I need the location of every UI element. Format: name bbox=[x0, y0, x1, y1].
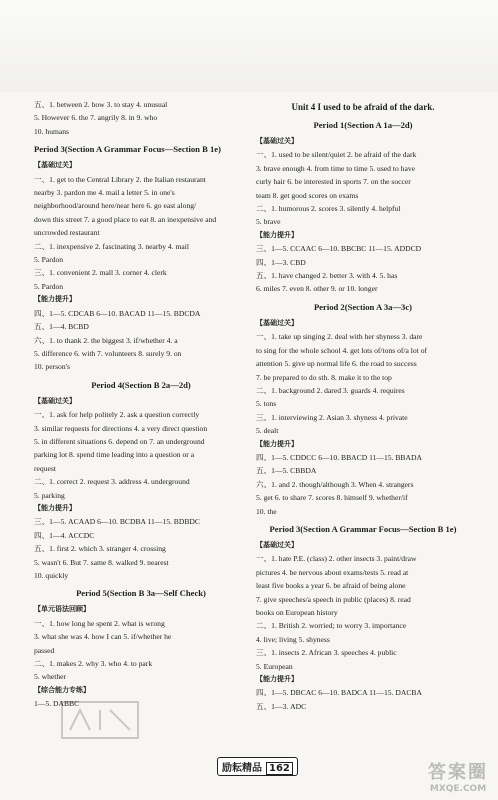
period1-title: Period 1(Section A 1a—2d) bbox=[313, 120, 413, 130]
answer-line: 二、1. British 2. worried; to worry 3. importance bbox=[256, 621, 407, 631]
intro-answers bbox=[34, 98, 248, 138]
answer-line: 一、1. take up singing 2. deal with her shyness 3. dare bbox=[256, 332, 423, 342]
answer-line: books on European history bbox=[256, 608, 338, 617]
answer-line: 3. similar requests for directions 4. a very direct question bbox=[34, 423, 208, 433]
answer-line: team 8. get good scores on exams bbox=[256, 190, 359, 200]
section-tag: 【能力提升】 bbox=[256, 230, 298, 239]
answer-line: 四、1—5. DBCAC 6—10. BADCA 11—15. DACBA bbox=[256, 688, 422, 698]
period3-title-left: Period 3(Section A Grammar Focus—Section B 1e) bbox=[34, 144, 221, 155]
section-tag: 【能力提升】 bbox=[34, 295, 76, 304]
answer-line: 10. the bbox=[256, 506, 277, 516]
unit-title: Unit 4 I used to be afraid of the dark. bbox=[291, 102, 435, 112]
answer-line: passed bbox=[34, 645, 55, 655]
period5-answers bbox=[34, 603, 248, 710]
period3-answers bbox=[34, 159, 248, 374]
period1-answers bbox=[256, 135, 470, 296]
answer-line: 5. brave bbox=[256, 217, 281, 227]
section-tag: 【单元语法回顾】 bbox=[34, 605, 90, 614]
period2-answers bbox=[256, 317, 470, 518]
answer-line: 5. dealt bbox=[256, 426, 279, 436]
section-tag: 【基础过关】 bbox=[256, 318, 298, 327]
answer-line: 三、1. interviewing 2. Asian 3. shyness 4. private bbox=[256, 412, 408, 422]
answer-line: 5. whether bbox=[34, 672, 67, 682]
answer-line: 一、1. ask for help politely 2. ask a question correctly bbox=[34, 410, 200, 420]
page-top-margin bbox=[0, 0, 498, 92]
answer-line: 二、1. makes 2. why 3. who 4. to park bbox=[34, 659, 153, 669]
answer-line: 五、1—3. ADC bbox=[256, 701, 307, 711]
answer-line: 10. humans bbox=[34, 126, 70, 136]
answer-line: 三、1. convenient 2. mall 3. corner 4. clerk bbox=[34, 268, 167, 278]
answer-line: least five books a year 6. be afraid of being alone bbox=[256, 581, 406, 591]
period4-answers bbox=[34, 395, 248, 583]
section-tag: 【基础过关】 bbox=[256, 137, 298, 145]
answer-line: 5. Pardon bbox=[34, 281, 64, 291]
period5-title: Period 5(Section B 3a—Self Check) bbox=[76, 588, 206, 599]
answer-line: 1—5. DABBC bbox=[34, 699, 80, 709]
section-tag: 【综合能力专练】 bbox=[34, 685, 90, 694]
answer-line: 6. miles 7. even 8. other 9. or 10. longer bbox=[256, 284, 378, 294]
answer-line: 三、1—5. ACAAD 6—10. BCDBA 11—15. BDBDC bbox=[34, 517, 200, 527]
section-tag: 【能力提升】 bbox=[256, 675, 298, 684]
answer-line: 5. difference 6. with 7. volunteers 8. surely 9. on bbox=[34, 348, 182, 358]
answer-line: 一、1. get to the Central Library 2. the Italian restaurant bbox=[34, 174, 206, 184]
page-number: 162 bbox=[266, 762, 293, 775]
answer-line: 四、1—4. ACCDC bbox=[34, 530, 95, 540]
watermark-text: 答案圈 bbox=[428, 762, 488, 783]
answer-line: to sing for the whole school 4. get lots of/tons of/a lot of bbox=[256, 345, 428, 355]
answer-line: 五、1. have changed 2. better 3. with 4. 5. has bbox=[256, 271, 398, 281]
left-column bbox=[34, 98, 248, 711]
answer-line: 5. get 6. to share 7. scores 8. himself 9. whether/if bbox=[256, 493, 408, 503]
answer-line: attention 5. give up normal life 6. the road to success bbox=[256, 359, 417, 369]
answer-line: 一、1. how long he spent 2. what is wrong bbox=[34, 618, 165, 628]
answer-line: 一、1. hate P.E. (class) 2. other insects 3. paint/draw bbox=[256, 554, 417, 564]
answer-line: parking lot 8. spend time leading into a question or a bbox=[34, 450, 195, 460]
answer-line: 五、1. first 2. which 3. stranger 4. crossing bbox=[34, 544, 166, 554]
period3-answers-right bbox=[256, 539, 470, 713]
right-column bbox=[256, 98, 470, 713]
period3-title-right: Period 3(Section A Grammar Focus—Section B 1e) bbox=[269, 523, 457, 534]
answer-line: 5. parking bbox=[34, 490, 65, 500]
answer-line: 四、1—5. CDCAB 6—10. BACAD 11—15. BDCDA bbox=[34, 308, 201, 318]
answer-line: 六、1. to thank 2. the biggest 3. if/whether 4. a bbox=[34, 335, 178, 345]
answer-line: 六、1. and 2. though/although 3. When 4. strangers bbox=[256, 479, 414, 489]
answer-line: pictures 4. be nervous about exams/tests 5. read at bbox=[256, 567, 409, 577]
answer-line: 4. live; living 5. shyness bbox=[256, 634, 330, 644]
answer-line: 10. person's bbox=[34, 362, 70, 372]
answer-line: 5. Pardon bbox=[34, 255, 64, 265]
section-tag: 【基础过关】 bbox=[34, 161, 76, 170]
answer-line: curly hair 6. be interested in sports 7. on the soccer bbox=[256, 177, 411, 187]
answer-line: 7. give speeches/a speech in public (places) 8. read bbox=[256, 594, 411, 604]
watermark bbox=[428, 758, 488, 794]
answer-line: 三、1—5. CCAAC 6—10. BBCBC 11—15. ADDCD bbox=[256, 244, 422, 254]
answer-line: neighborhood/around here/near here 6. go east along/ bbox=[34, 201, 197, 211]
period4-title: Period 4(Section B 2a—2d) bbox=[91, 379, 191, 390]
section-tag: 【基础过关】 bbox=[34, 396, 76, 405]
answer-line: 一、1. used to be silent/quiet 2. be afraid of the dark bbox=[256, 150, 417, 160]
page-footer bbox=[217, 757, 298, 776]
answer-line: 四、1—3. CBD bbox=[256, 257, 306, 267]
answer-line: 二、1. correct 2. request 3. address 4. underground bbox=[34, 477, 190, 487]
stamp-mark bbox=[60, 700, 140, 740]
answer-line: 5. tons bbox=[256, 399, 277, 409]
watermark-url: MXQE.COM bbox=[429, 784, 487, 794]
period2-title: Period 2(Section A 3a—3c) bbox=[313, 301, 413, 312]
answer-line: 三、1. insects 2. African 3. speeches 4. public bbox=[256, 648, 397, 658]
answer-line: 二、1. background 2. dared 3. guards 4. requires bbox=[256, 385, 405, 395]
answer-line: 3. what she was 4. how I can 5. if/whether he bbox=[34, 632, 172, 642]
answer-line: down this street 7. a good place to eat 8. an inexpensive and bbox=[34, 214, 217, 224]
brand-label: 励耘精品 bbox=[222, 763, 262, 774]
answer-line: 3. brave enough 4. from time to time 5. used to have bbox=[256, 163, 416, 173]
answer-line: uncrowded restaurant bbox=[34, 228, 100, 238]
answer-line: 二、1. inexpensive 2. fascinating 3. nearby 4. mail bbox=[34, 241, 190, 251]
section-tag: 【基础过关】 bbox=[256, 540, 298, 549]
section-tag: 【能力提升】 bbox=[256, 439, 298, 448]
answer-line: 7. be prepared to do sth. 8. make it to the top bbox=[256, 372, 392, 382]
answer-line: request bbox=[34, 463, 56, 473]
section-tag: 【能力提升】 bbox=[34, 503, 76, 512]
answer-line: 五、1—5. CBBDA bbox=[256, 466, 317, 476]
answer-line: 五、1. between 2. how 3. to stay 4. unusual bbox=[34, 100, 168, 109]
answer-line: 5. European bbox=[256, 661, 293, 671]
answer-line: 5. However 6. the 7. angrily 8. in 9. who bbox=[34, 113, 158, 123]
answer-line: 5. in different situations 6. depend on 7. an underground bbox=[34, 436, 205, 446]
answer-line: 五、1—4. BCBD bbox=[34, 322, 89, 332]
answer-line: nearby 3. pardon me 4. mail a letter 5. in one's bbox=[34, 188, 175, 198]
answer-line: 四、1—5. CDDCC 6—10. BBACD 11—15. BBADA bbox=[256, 452, 422, 462]
answer-line: 5. wasn't 6. But 7. same 8. walked 9. nearest bbox=[34, 557, 169, 567]
answer-line: 10. quickly bbox=[34, 571, 69, 580]
answer-line: 二、1. humorous 2. scores 3. silently 4. helpful bbox=[256, 204, 401, 214]
